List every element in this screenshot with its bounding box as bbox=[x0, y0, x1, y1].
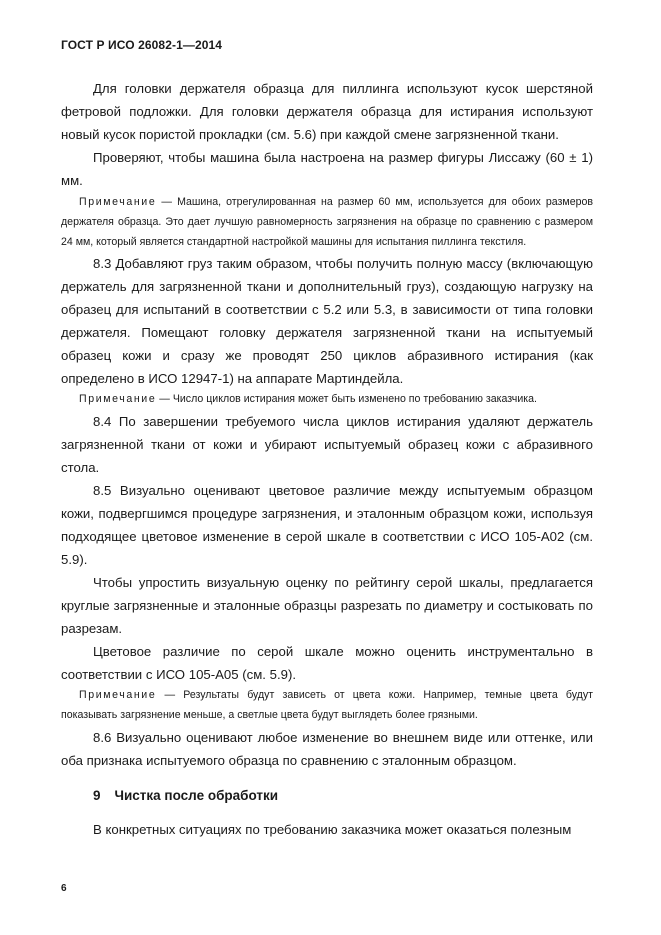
section-number: 9 bbox=[93, 787, 101, 803]
paragraph-8-6: 8.6 Визуально оценивают любое изменение во внешнем виде или оттенке, или оба признака испытуемого образца по сравнению с эталонным образцом. bbox=[61, 729, 593, 768]
paragraph-lissajous-check: Проверяют, чтобы машина была настроена на размер фигуры Лиссажу (60 ± 1) мм. bbox=[61, 150, 593, 188]
paragraph-8-3: 8.3 Добавляют груз таким образом, чтобы получить полную массу (включающую держатель для загрязненной ткани и дополнительный груз), создающую нагрузку на образец для испытаний в соответствии с 5.2 или 5.3, в зависимости от типа головки держателя. Помещают головку держателя загрязненной ткани на испытуемый образец кожи и сразу же проводят 250 циклов абразивного истирания (как определено в ИСО 12947-1) на аппарате Мартиндейла. bbox=[61, 256, 593, 387]
paragraph-8-4: 8.4 По завершении требуемого числа циклов истирания удаляют держатель загрязненной ткани от кожи и убирают испытуемый образец кожи с абразивного стола. bbox=[61, 414, 593, 476]
page-number: 6 bbox=[61, 883, 67, 894]
page-body bbox=[61, 77, 593, 841]
note-leather-color bbox=[61, 686, 593, 726]
note-label: Примечание bbox=[79, 689, 157, 702]
section-title: Чистка после обработки bbox=[114, 787, 279, 803]
note-label: Примечание bbox=[79, 196, 157, 208]
note-label: Примечание bbox=[79, 393, 157, 406]
paragraph-8-5: 8.5 Визуально оценивают цветовое различие между испытуемым образцом кожи, подвергшимся процедуре загрязнения, и эталонным образцом кожи, используя подходящее цветовое изменение в серой шкале в соответствии с ИСО 105-А02 (см. 5.9). bbox=[61, 483, 593, 568]
note-cycles bbox=[61, 390, 593, 410]
note-text: — Число циклов истирания может быть изменено по требованию заказчика. bbox=[159, 393, 537, 406]
document-header: ГОСТ Р ИСО 26082-1—2014 bbox=[61, 38, 223, 52]
note-text: — Результаты будут зависеть от цвета кожи. Например, темные цвета будут показывать загрязнение меньше, а светлые цвета будут выглядеть более грязными. bbox=[61, 689, 594, 721]
paragraph-gray-scale-tip: Чтобы упростить визуальную оценку по рейтингу серой шкалы, предлагается круглые загрязненные и эталонные образцы разрезать по диаметру и состыковать по разрезам. bbox=[61, 575, 593, 637]
paragraph-felt-backing: Для головки держателя образца для пиллинга используют кусок шерстяной фетровой подложки. Для головки держателя образца для истирания используют новый кусок пористой прокладки (см. 5.6) при каждой смене загрязненной ткани. bbox=[61, 81, 593, 142]
note-text: — Машина, отрегулированная на размер 60 мм, используется для обоих размеров держателя образца. Это дает лучшую равномерность загрязнения на образце по сравнению с размером 24 мм, который является стандартной настройкой машины для испытания пиллинга текстиля. bbox=[61, 196, 593, 248]
note-machine-setting bbox=[61, 193, 593, 252]
paragraph-section-9-intro: В конкретных ситуациях по требованию заказчика может оказаться полезным bbox=[93, 821, 572, 837]
paragraph-instrumental: Цветовое различие по серой шкале можно оценить инструментально в соответствии с ИСО 105-А05 (см. 5.9). bbox=[61, 644, 593, 683]
section-heading-9 bbox=[61, 784, 593, 807]
